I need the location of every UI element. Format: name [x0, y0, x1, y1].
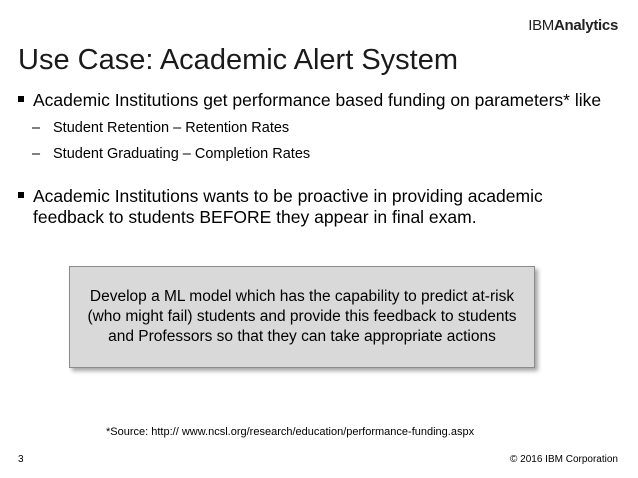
slide-title: Use Case: Academic Alert System	[18, 44, 458, 76]
bullet-text: Academic Institutions get performance based funding on parameters* like	[33, 90, 602, 110]
bullet-item	[18, 90, 618, 111]
dash-bullet-icon: –	[32, 146, 41, 162]
copyright: © 2016 IBM Corporation	[510, 454, 618, 465]
brand-logo	[528, 17, 618, 34]
source-footnote: *Source: http:// www.ncsl.org/research/education/performance-funding.aspx	[106, 426, 475, 438]
bullet-list	[18, 90, 618, 228]
sub-bullet-text: Student Graduating – Completion Rates	[53, 146, 311, 162]
callout-text: Develop a ML model which has the capability to predict at-risk (who might fail) students and provide this feedback to students and Professors so that they can take appropriate actions	[87, 288, 517, 345]
sub-bullet-item	[18, 119, 618, 137]
brand-analytics: Analytics	[554, 17, 618, 34]
sub-bullet-item	[18, 145, 618, 163]
bullet-text: Academic Institutions wants to be proactive in providing academic feedback to students BEFORE they appear in final exam.	[33, 186, 543, 227]
dash-bullet-icon: –	[32, 120, 41, 136]
square-bullet-icon	[18, 96, 24, 102]
square-bullet-icon	[18, 192, 24, 198]
sub-bullet-text: Student Retention – Retention Rates	[53, 120, 290, 136]
brand-ibm: IBM	[528, 17, 554, 34]
bullet-item	[18, 186, 618, 228]
callout-box	[69, 266, 535, 368]
page-number: 3	[18, 454, 24, 465]
